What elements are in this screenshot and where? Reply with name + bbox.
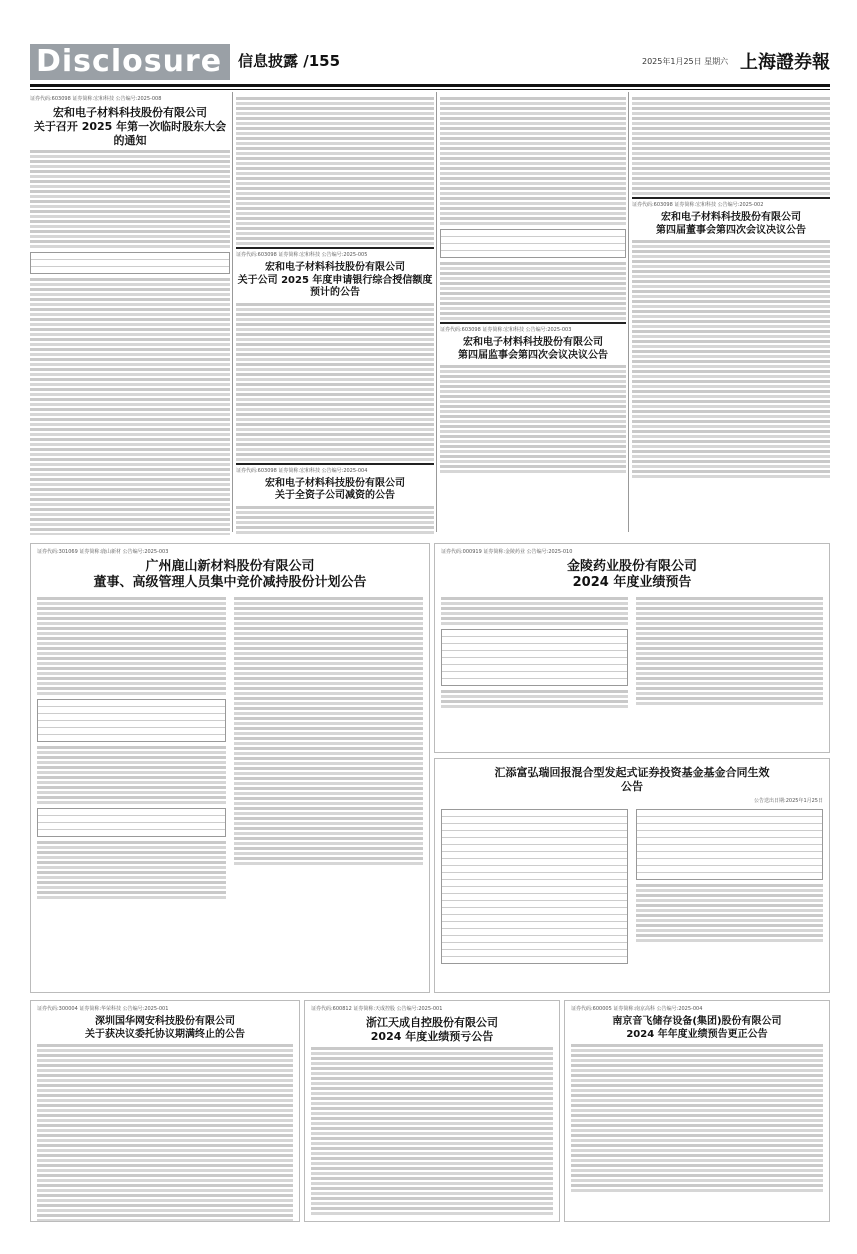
article-tag: 证券代码:603098 证券简称:宏和科技 公告编号:2025-004 <box>236 467 368 474</box>
article-nanjing-forecast-correction <box>564 1000 830 1222</box>
article-title-line2: 关于获决议委托协议期满终止的公告 <box>85 1028 245 1040</box>
article-body <box>632 240 830 478</box>
fund-table <box>440 229 626 258</box>
article-title-line2: 关于召开 2025 年第一次临时股东大会的通知 <box>33 119 227 147</box>
article-body <box>311 1047 553 1215</box>
article-title <box>236 262 434 300</box>
article-body <box>236 303 434 461</box>
article-title-line1: 南京音飞储存设备(集团)股份有限公司 <box>612 1016 782 1027</box>
article-huitianfu-fund-effective <box>434 758 830 993</box>
article-body <box>30 150 230 535</box>
article-title-line2: 2024 年度业绩预亏公告 <box>370 1029 494 1043</box>
article-title-line2: 董事、高级管理人员集中竞价减持股份计划公告 <box>93 575 367 591</box>
column-divider <box>232 92 233 532</box>
article-title <box>441 766 823 794</box>
article-title-line1: 金陵药业股份有限公司 <box>566 559 697 574</box>
article-title-line1: 汇添富弘瑞回报混合型发起式证券投资基金基金合同生效 <box>494 766 770 779</box>
masthead-rule-thin <box>30 89 830 90</box>
article-title <box>571 1016 823 1041</box>
article-title-line1: 宏和电子材料科技股份有限公司 <box>265 477 405 489</box>
article-title-line2: 关于公司 2025 年度申请银行综合授信额度预计的公告 <box>237 274 433 298</box>
article-title-line2: 第四届监事会第四次会议决议公告 <box>458 349 608 361</box>
section-title: 信息披露 /155 <box>238 52 341 70</box>
article-hongan-board-meeting <box>632 95 830 535</box>
subscription-table <box>636 809 823 880</box>
article-title-line2: 公告 <box>621 779 643 793</box>
article-luxshan-reduction-plan <box>30 543 430 993</box>
article-title-line2: 2024 年年度业绩预告更正公告 <box>626 1028 768 1040</box>
article-tag: 证券代码:603098 证券简称:宏和科技 公告编号:2025-003 <box>440 327 572 333</box>
article-title-line1: 广州鹿山新材料股份有限公司 <box>145 559 315 574</box>
article-title <box>311 1016 553 1044</box>
article-jinling-performance-forecast <box>434 543 830 753</box>
article-body <box>37 1044 293 1222</box>
article-tag: 证券代码:603098 证券简称:宏和科技 公告编号:2025-005 <box>236 252 368 258</box>
article-tag: 证券代码:603098 证券简称:宏和科技 公告编号:2025-002 <box>632 202 764 208</box>
article-title-line1: 宏和电子材料科技股份有限公司 <box>463 337 603 348</box>
article-title-line1: 浙江天成自控股份有限公司 <box>366 1016 498 1029</box>
fund-info-table <box>441 809 628 964</box>
article-title <box>30 106 230 147</box>
article-title-line2: 2024 年度业绩预告 <box>572 575 692 591</box>
article-tag: 证券代码:603098 证券简称:宏和科技 公告编号:2025-008 <box>30 96 162 102</box>
article-hongan-supervisor-meeting <box>440 95 626 535</box>
article-tag: 证券代码:600005 证券简称:南京高科 公告编号:2025-004 <box>571 1006 703 1012</box>
article-title-line1: 宏和电子材料科技股份有限公司 <box>265 262 405 273</box>
article-title-line1: 宏和电子材料科技股份有限公司 <box>661 212 801 223</box>
article-body <box>571 1044 823 1192</box>
article-title <box>37 1016 293 1041</box>
article-guohua-agreement-termination <box>30 1000 300 1222</box>
article-body-top <box>236 97 434 245</box>
article-tag: 证券代码:300004 证券简称:华荣科技 公告编号:2025-001 <box>37 1006 169 1012</box>
article-title <box>37 559 423 592</box>
article-hongan-credit-and-capital <box>236 95 434 535</box>
article-tiancheng-loss-forecast <box>304 1000 560 1222</box>
column-divider <box>436 92 437 532</box>
article-title <box>440 337 626 362</box>
article-body <box>37 595 423 901</box>
article-body-top <box>440 97 626 320</box>
article-body <box>441 805 823 968</box>
disclosure-logo: Disclosure <box>30 44 230 80</box>
article-body <box>440 365 626 473</box>
issue-date: 2025年1月25日 星期六 <box>642 57 729 66</box>
forecast-table <box>441 629 628 686</box>
article-body-top <box>632 97 830 195</box>
article-tag: 证券代码:000919 证券简称:金陵药业 公告编号:2025-010 <box>441 549 573 555</box>
newspaper-name: 上海證券報 <box>740 52 830 73</box>
article-title <box>441 559 823 592</box>
article-body <box>441 595 823 710</box>
article-hongan-egm-notice <box>30 95 230 535</box>
article-title-line2: 关于全资子公司减资的公告 <box>275 490 395 501</box>
article-tag: 证券代码:301069 证券简称:鹿山新材 公告编号:2025-003 <box>37 549 169 555</box>
masthead <box>30 44 830 80</box>
article-title-line2: 第四届董事会第四次会议决议公告 <box>656 224 806 236</box>
reduction-table <box>37 808 226 837</box>
article-title-line1: 宏和电子材料科技股份有限公司 <box>53 106 207 119</box>
article-body <box>236 506 434 534</box>
article-title-line1: 深圳国华网安科技股份有限公司 <box>95 1016 235 1027</box>
agenda-table <box>30 252 230 274</box>
masthead-rule <box>30 84 830 87</box>
article-title <box>632 212 830 237</box>
article-title <box>236 478 434 503</box>
shareholding-table <box>37 699 226 742</box>
announcement-date: 公告送出日期:2025年1月25日 <box>754 797 823 804</box>
column-divider <box>628 92 629 532</box>
article-tag: 证券代码:600812 证券简称:天成控股 公告编号:2025-001 <box>311 1006 443 1012</box>
